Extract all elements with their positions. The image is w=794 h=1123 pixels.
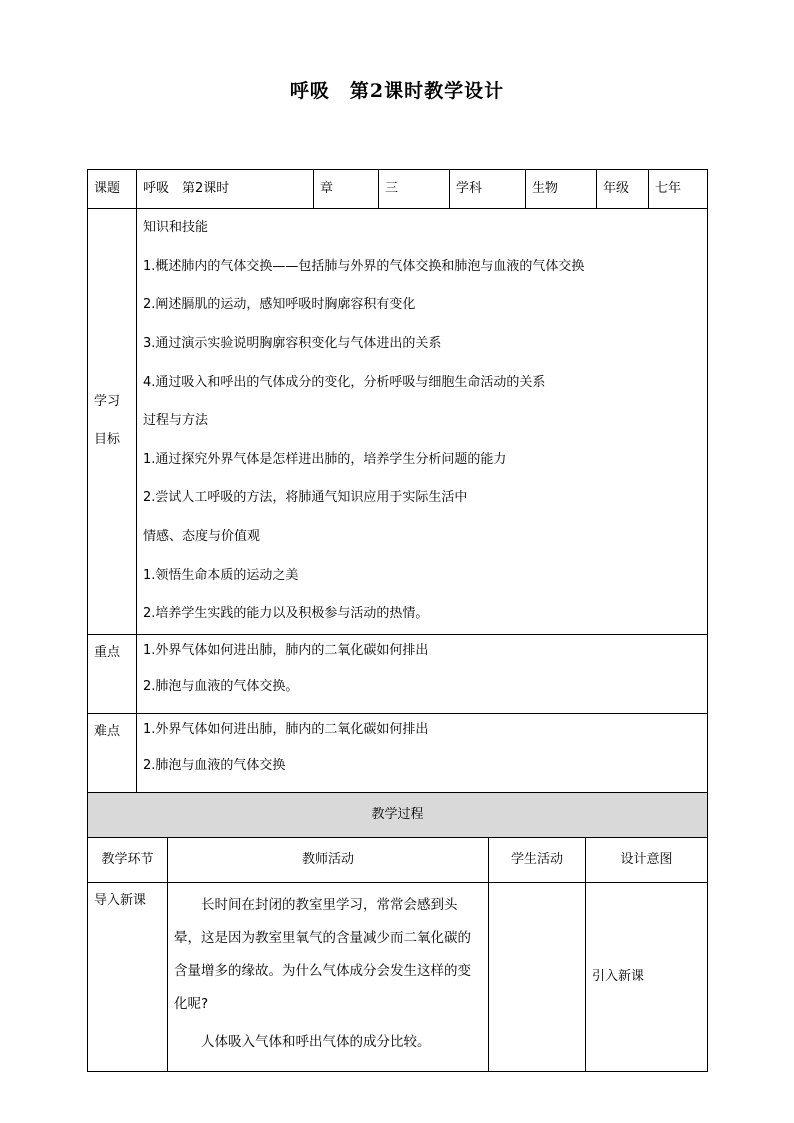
difficulties-row — [88, 713, 708, 792]
list-item: 知识和技能 — [143, 220, 209, 236]
column-header-stage: 教学环节 — [88, 837, 168, 882]
teacher-paragraph: 长时间在封闭的教室里学习，常常会感到头晕，这是因为教室里氧气的含量减少而二氧化碳的含量增多的缘故。为什么气体成分会发生这样的变化呢? — [174, 896, 471, 1012]
list-item: 情感、态度与价值观 — [143, 529, 261, 545]
subject-value: 生物 — [526, 170, 597, 209]
column-header-student: 学生活动 — [489, 837, 586, 882]
list-item: 4.通过吸入和呼出的气体成分的变化，分析呼吸与细胞生命活动的关系 — [143, 374, 546, 390]
list-item: 2.肺泡与血液的气体交换。 — [143, 679, 299, 695]
list-item: 过程与方法 — [143, 413, 209, 429]
key-points-content — [137, 634, 708, 713]
process-table — [87, 792, 708, 1072]
lesson-plan-table — [87, 169, 708, 793]
objectives-row — [88, 209, 708, 635]
list-item: 1.领悟生命本质的运动之美 — [143, 567, 299, 583]
intent-cell: 引入新课 — [586, 882, 708, 1071]
lesson-plan-table-container — [87, 169, 707, 1072]
key-points-label: 重点 — [88, 634, 137, 713]
column-header-intent: 设计意图 — [586, 837, 708, 882]
difficulties-content — [137, 713, 708, 792]
list-item: 1.概述肺内的气体交换——包括肺与外界的气体交换和肺泡与血液的气体交换 — [143, 258, 585, 274]
subject-label: 学科 — [450, 170, 526, 209]
chapter-value: 三 — [379, 170, 450, 209]
list-item: 1.外界气体如何进出肺，肺内的二氧化碳如何排出 — [143, 643, 429, 659]
grade-label: 年级 — [597, 170, 649, 209]
objectives-content — [137, 209, 708, 635]
teacher-activity-cell — [168, 882, 489, 1071]
student-activity-cell — [489, 882, 586, 1071]
teacher-paragraph: 人体吸入气体和呼出气体的成分比较。 — [201, 1033, 431, 1050]
list-item: 1.通过探究外界气体是怎样进出肺的，培养学生分析问题的能力 — [143, 451, 507, 467]
list-item: 2.肺泡与血液的气体交换 — [143, 758, 286, 774]
chapter-label: 章 — [314, 170, 379, 209]
list-item: 1.外界气体如何进出肺，肺内的二氧化碳如何排出 — [143, 722, 429, 738]
process-header-row — [88, 837, 708, 882]
document-title: 呼吸 第2课时教学设计 — [289, 80, 505, 102]
process-title-row — [88, 792, 708, 837]
difficulties-label: 难点 — [88, 713, 137, 792]
course-value: 呼吸 第2课时 — [137, 170, 314, 209]
column-header-teacher: 教师活动 — [168, 837, 489, 882]
stage-cell: 导入新课 — [88, 882, 168, 1071]
list-item: 2.尝试人工呼吸的方法，将肺通气知识应用于实际生活中 — [143, 490, 468, 506]
header-row — [88, 170, 708, 209]
key-points-row — [88, 634, 708, 713]
grade-value: 七年 — [649, 170, 708, 209]
table-row — [88, 882, 708, 1071]
course-label: 课题 — [88, 170, 137, 209]
list-item: 3.通过演示实验说明胸廓容积变化与气体进出的关系 — [143, 336, 442, 352]
list-item: 2.培养学生实践的能力以及积极参与活动的热情。 — [143, 606, 429, 622]
objectives-label: 学习 目标 — [88, 209, 137, 635]
list-item: 2.阐述膈肌的运动，感知呼吸时胸廓容积有变化 — [143, 297, 416, 313]
process-title: 教学过程 — [88, 792, 708, 837]
